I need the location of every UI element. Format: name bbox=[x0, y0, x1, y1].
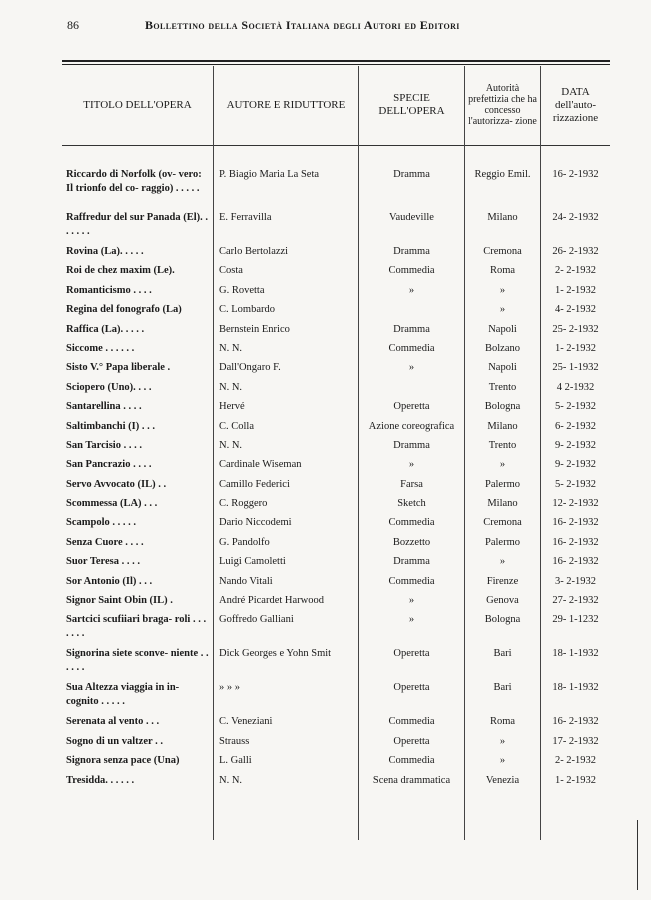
row-authority: Palermo bbox=[485, 536, 520, 548]
row-species: Dramma bbox=[393, 246, 430, 257]
row-date: 16- 2-1932 bbox=[552, 517, 599, 529]
row-species: Commedia bbox=[388, 575, 435, 587]
row-species: Operetta bbox=[393, 682, 430, 694]
row-date: 29- 1-1232 bbox=[552, 614, 599, 626]
table-row bbox=[62, 342, 610, 361]
row-title: Serenata al vento . . . bbox=[66, 716, 160, 728]
row-title: Rovina (La). . . . . bbox=[66, 246, 144, 257]
row-title: Signora senza pace (Una) bbox=[66, 755, 180, 767]
row-species: Dramma bbox=[393, 169, 430, 180]
row-species: Bozzetto bbox=[392, 536, 431, 548]
row-author: C. Lombardo bbox=[219, 304, 275, 316]
table-row bbox=[62, 381, 610, 400]
row-author: Carlo Bertolazzi bbox=[219, 246, 289, 257]
row-date: 12- 2-1932 bbox=[552, 498, 599, 510]
row-author: Cardinale Wiseman bbox=[219, 459, 302, 471]
column-header-species: SPECIE DELL'OPERA bbox=[378, 92, 445, 117]
table-row bbox=[62, 536, 610, 555]
row-date: 16- 2-1932 bbox=[552, 716, 599, 728]
row-date: 9- 2-1932 bbox=[554, 439, 597, 451]
row-species: » bbox=[408, 614, 415, 626]
row-author: G. Rovetta bbox=[219, 284, 265, 296]
row-title: Riccardo di Norfolk (ov- vero: Il trionfo del co- raggio) . . . . . bbox=[66, 169, 202, 194]
row-authority: Bari bbox=[493, 682, 512, 694]
row-author: C. Roggero bbox=[219, 498, 268, 510]
row-title: Raffredur del sur Panada (El). . . . . . . bbox=[66, 212, 209, 237]
row-title: Roi de chez maxim (Le). bbox=[66, 265, 175, 277]
row-date: 2- 2-1932 bbox=[554, 755, 597, 767]
column-header-author: AUTORE E RIDUTTORE bbox=[226, 98, 346, 111]
row-title: Siccome . . . . . . bbox=[66, 342, 135, 354]
row-title: Saltimbanchi (I) . . . bbox=[66, 420, 155, 432]
row-author: N. N. bbox=[219, 774, 243, 786]
row-authority: Firenze bbox=[486, 575, 519, 587]
row-species: Commedia bbox=[388, 517, 435, 529]
top-rule bbox=[62, 60, 610, 62]
row-species: Operetta bbox=[393, 401, 430, 413]
row-author: E. Ferravilla bbox=[219, 212, 272, 223]
row-title: Scommessa (LA) . . . bbox=[66, 498, 158, 510]
row-species: » bbox=[408, 459, 415, 471]
row-species: Dramma bbox=[393, 556, 430, 568]
row-title: Raffica (La). . . . . bbox=[66, 323, 145, 335]
row-title: Signor Saint Obin (IL) . bbox=[66, 595, 173, 607]
table-row bbox=[62, 594, 610, 613]
row-date: 1- 2-1932 bbox=[554, 342, 597, 354]
row-date: 1- 2-1932 bbox=[554, 284, 597, 296]
row-species: Operetta bbox=[393, 648, 430, 660]
row-species: Commedia bbox=[388, 755, 435, 767]
row-author: Hervé bbox=[219, 401, 245, 413]
row-title: Sua Altezza viaggia in in- cognito . . . . . bbox=[66, 682, 180, 708]
row-author: André Picardet Harwood bbox=[219, 595, 324, 607]
row-species: Sketch bbox=[397, 498, 426, 510]
table-row bbox=[62, 497, 610, 516]
row-author: C. Colla bbox=[219, 420, 255, 432]
row-author: G. Pandolfo bbox=[219, 536, 270, 548]
row-authority: » bbox=[499, 755, 506, 767]
row-date: 25- 2-1932 bbox=[552, 323, 599, 335]
row-authority: » bbox=[499, 735, 506, 747]
row-title: Sogno di un valtzer . . bbox=[66, 735, 163, 747]
row-title: Tresidda. . . . . . bbox=[66, 774, 135, 786]
row-author: C. Veneziani bbox=[219, 716, 273, 728]
row-authority: » bbox=[499, 459, 506, 471]
row-date: 6- 2-1932 bbox=[554, 420, 597, 432]
table-row bbox=[62, 420, 610, 439]
row-authority: Trento bbox=[488, 381, 517, 393]
row-species: Commedia bbox=[388, 342, 435, 354]
row-title: San Pancrazio . . . . bbox=[66, 459, 152, 471]
row-date: 18- 1-1932 bbox=[552, 682, 599, 694]
row-species: Operetta bbox=[393, 735, 430, 747]
column-header-authority: Autorità prefettizia che ha concesso l'autorizza- zione bbox=[468, 83, 537, 127]
row-date: 4 2-1932 bbox=[556, 381, 595, 393]
row-title: Sciopero (Uno). . . . bbox=[66, 381, 152, 393]
row-authority: » bbox=[499, 284, 506, 296]
row-author: Dario Niccodemi bbox=[219, 517, 292, 529]
table-row bbox=[62, 211, 610, 245]
row-authority: Bolzano bbox=[485, 342, 520, 354]
row-title: Sor Antonio (Il) . . . bbox=[66, 575, 153, 587]
row-authority: Venezia bbox=[485, 774, 520, 786]
row-date: 16- 2-1932 bbox=[552, 536, 599, 548]
row-date: 2- 2-1932 bbox=[554, 265, 597, 277]
table-row bbox=[62, 774, 610, 793]
row-author: N. N. bbox=[219, 342, 243, 354]
row-author: Dick Georges e Yohn Smit bbox=[219, 648, 332, 660]
row-author: Strauss bbox=[219, 735, 250, 747]
row-authority: Roma bbox=[489, 716, 516, 728]
row-title: San Tarcisio . . . . bbox=[66, 439, 142, 451]
row-authority: Roma bbox=[489, 265, 516, 277]
row-species: » bbox=[408, 284, 415, 296]
row-author: L. Galli bbox=[219, 755, 252, 767]
row-author: Nando Vitali bbox=[219, 575, 273, 587]
row-author: Costa bbox=[219, 265, 243, 277]
row-authority: Milano bbox=[487, 498, 518, 510]
row-authority: Trento bbox=[488, 439, 517, 451]
row-date: 24- 2-1932 bbox=[552, 212, 599, 223]
row-authority: » bbox=[499, 556, 506, 568]
row-author: Camillo Federici bbox=[219, 478, 290, 490]
running-head: Bollettino della Società Italiana degli Autori ed Editori bbox=[145, 18, 460, 32]
row-species: » bbox=[408, 362, 415, 374]
table-row bbox=[62, 284, 610, 303]
table-row bbox=[62, 575, 610, 594]
row-authority: Bologna bbox=[484, 401, 521, 413]
table-row bbox=[62, 245, 610, 264]
row-date: 16- 2-1932 bbox=[552, 556, 599, 568]
row-date: 25- 1-1932 bbox=[552, 362, 599, 374]
table-row bbox=[62, 323, 610, 342]
table-row bbox=[62, 400, 610, 419]
row-date: 16- 2-1932 bbox=[552, 169, 599, 180]
row-species: Commedia bbox=[388, 265, 435, 277]
row-date: 1- 2-1932 bbox=[554, 774, 597, 786]
row-author: N. N. bbox=[219, 381, 243, 393]
table-row bbox=[62, 458, 610, 477]
row-author: Goffredo Galliani bbox=[219, 614, 294, 626]
table-row bbox=[62, 681, 610, 715]
row-title: Santarellina . . . . bbox=[66, 401, 142, 413]
row-author: Bernstein Enrico bbox=[219, 323, 290, 335]
margin-mark bbox=[637, 820, 638, 890]
page-number: 86 bbox=[67, 18, 79, 32]
row-authority: Milano bbox=[487, 212, 518, 223]
row-authority: Milano bbox=[487, 420, 518, 432]
row-authority: » bbox=[499, 304, 506, 316]
row-date: 18- 1-1932 bbox=[552, 648, 599, 660]
table-row bbox=[62, 168, 610, 211]
table-row bbox=[62, 735, 610, 754]
row-species: Dramma bbox=[393, 439, 430, 451]
row-title: Sartcici scufiiari braga- roli . . . . . . . bbox=[66, 614, 207, 640]
row-authority: Bari bbox=[493, 648, 512, 660]
row-species: Vaudeville bbox=[389, 212, 434, 223]
row-authority: Napoli bbox=[488, 362, 517, 374]
table-body bbox=[62, 168, 610, 793]
column-header-title: TITOLO DELL'OPERA bbox=[83, 98, 192, 111]
row-date: 26- 2-1932 bbox=[552, 246, 599, 257]
row-date: 4- 2-1932 bbox=[554, 304, 597, 316]
row-date: 5- 2-1932 bbox=[554, 401, 597, 413]
table-row bbox=[62, 647, 610, 681]
row-authority: Cremona bbox=[483, 246, 522, 257]
row-author: Luigi Camoletti bbox=[219, 556, 286, 568]
top-rule-thin bbox=[62, 64, 610, 65]
table-row bbox=[62, 754, 610, 773]
row-title: Suor Teresa . . . . bbox=[66, 556, 141, 568]
table-row bbox=[62, 303, 610, 322]
row-date: 17- 2-1932 bbox=[552, 735, 599, 747]
row-authority: Cremona bbox=[483, 517, 522, 529]
row-date: 27- 2-1932 bbox=[552, 595, 599, 607]
row-authority: Bologna bbox=[484, 614, 521, 626]
row-title: Senza Cuore . . . . bbox=[66, 536, 144, 548]
table-row bbox=[62, 516, 610, 535]
row-title: Scampolo . . . . . bbox=[66, 517, 137, 529]
row-species: Farsa bbox=[400, 478, 423, 490]
row-title: Servo Avvocato (IL) . . bbox=[66, 478, 167, 490]
row-species: Commedia bbox=[388, 716, 435, 728]
row-author: N. N. bbox=[219, 439, 243, 451]
table-row bbox=[62, 439, 610, 458]
row-date: 9- 2-1932 bbox=[554, 459, 597, 471]
row-author: » » » bbox=[219, 682, 240, 694]
row-date: 5- 2-1932 bbox=[554, 478, 597, 490]
table-row bbox=[62, 715, 610, 734]
row-species: Azione coreografica bbox=[368, 420, 455, 432]
table-row bbox=[62, 478, 610, 497]
row-species: Dramma bbox=[393, 323, 430, 335]
row-title: Regina del fonografo (La) bbox=[66, 304, 182, 316]
row-authority: Napoli bbox=[488, 323, 517, 335]
row-title: Sisto V.° Papa liberale . bbox=[66, 362, 171, 374]
header-rule bbox=[62, 145, 610, 146]
column-header-date: DATA dell'auto- rizzazione bbox=[552, 85, 599, 124]
row-authority: Genova bbox=[486, 595, 519, 607]
row-title: Signorina siete sconve- niente . . . . . . bbox=[66, 648, 209, 674]
table-row bbox=[62, 613, 610, 647]
row-title: Romanticismo . . . . bbox=[66, 284, 152, 296]
table-row bbox=[62, 361, 610, 380]
row-species: Scena drammatica bbox=[372, 774, 451, 786]
row-author: Dall'Ongaro F. bbox=[219, 362, 281, 374]
row-author: P. Biagio Maria La Seta bbox=[219, 169, 320, 180]
row-authority: Palermo bbox=[485, 478, 520, 490]
row-authority: Reggio Emil. bbox=[474, 169, 531, 180]
row-species: » bbox=[408, 595, 415, 607]
row-date: 3- 2-1932 bbox=[554, 575, 597, 587]
table-row bbox=[62, 555, 610, 574]
table-row bbox=[62, 264, 610, 283]
